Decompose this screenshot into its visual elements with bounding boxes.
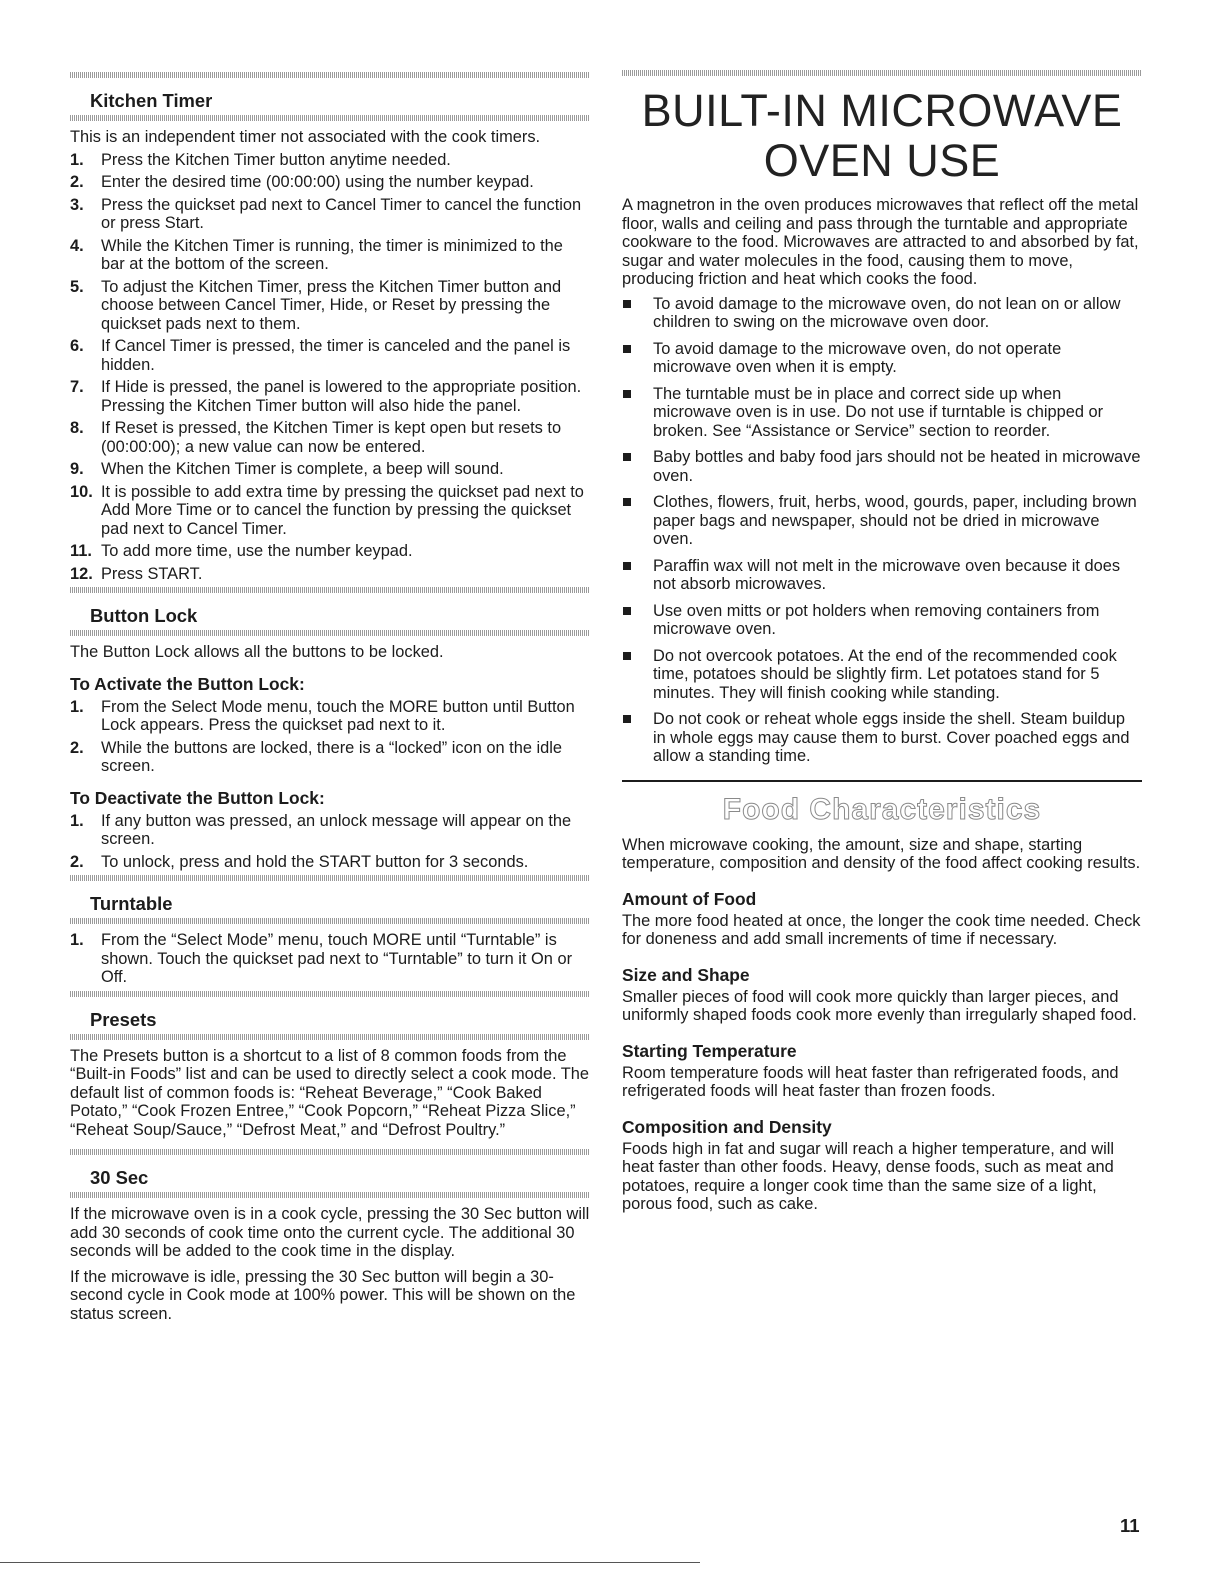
step-text: It is possible to add extra time by pressing the quickset pad next to Add More Time or to cancel the function by pressing the quickset pad next to Cancel Timer. bbox=[101, 482, 584, 538]
bullet-text: Clothes, flowers, fruit, herbs, wood, gourds, paper, including brown paper bags and newspaper, should not be dried in microwave oven. bbox=[653, 493, 1137, 548]
step-item bbox=[70, 483, 590, 539]
step-text: While the Kitchen Timer is running, the timer is minimized to the bar at the bottom of the screen. bbox=[101, 236, 563, 273]
step-text: To add more time, use the number keypad. bbox=[101, 542, 413, 560]
step-number: 2. bbox=[70, 852, 84, 871]
step-number: 11. bbox=[70, 542, 92, 560]
step-item bbox=[70, 173, 590, 192]
square-bullet-icon bbox=[623, 562, 631, 570]
step-number: 2. bbox=[70, 173, 84, 191]
step-text: To adjust the Kitchen Timer, press the Kitchen Timer button and choose between Cancel Timer, Hide, or Reset by pressing the quickset pads next to them. bbox=[101, 277, 562, 333]
square-bullet-icon bbox=[623, 607, 631, 615]
step-text: Press the quickset pad next to Cancel Timer to cancel the function or press Start. bbox=[101, 195, 582, 232]
square-bullet-icon bbox=[623, 345, 631, 353]
step-number: 6. bbox=[70, 337, 84, 355]
thirty-sec-header bbox=[70, 1149, 590, 1198]
bullet-item bbox=[622, 295, 1142, 332]
step-item bbox=[70, 237, 590, 274]
step-item bbox=[70, 278, 590, 334]
step-number: 12. bbox=[70, 564, 93, 583]
thirty-sec-heading: 30 Sec bbox=[90, 1167, 149, 1188]
step-number: 1. bbox=[70, 697, 84, 716]
page-number: 11 bbox=[1120, 1515, 1140, 1536]
square-bullet-icon bbox=[623, 715, 631, 723]
step-item bbox=[70, 931, 590, 987]
step-item bbox=[70, 739, 590, 776]
food-characteristics-intro: When microwave cooking, the amount, size and shape, starting temperature, composition and density of the food affect cooking results. bbox=[622, 835, 1141, 872]
section-divider bbox=[70, 587, 590, 593]
step-item bbox=[70, 419, 590, 456]
horizontal-rule bbox=[622, 780, 1142, 782]
step-text: Press START. bbox=[101, 564, 203, 583]
bullet-text: Do not cook or reheat whole eggs inside the shell. Steam buildup in whole eggs may cause them to burst. Cover poached eggs and allow a standing time. bbox=[653, 710, 1130, 765]
step-text: Press the Kitchen Timer button anytime needed. bbox=[101, 150, 451, 169]
safety-bullets bbox=[622, 295, 1142, 766]
microwave-intro: A magnetron in the oven produces microwaves that reflect off the metal floor, walls and ceiling and pass through the turntable and appropriate cookware to the food. Microwaves are attracted to and absorbed by fat, sugar and water molecules in the food, causing them to move, producing friction and heat which cooks the food. bbox=[622, 196, 1139, 288]
thirty-sec-paragraph-1: If the microwave oven is in a cook cycle, pressing the 30 Sec button will add 30 seconds of cook time onto the current cycle. The additional 30 seconds will be added to the cook time in the display. bbox=[70, 1205, 590, 1260]
bullet-item bbox=[622, 448, 1142, 485]
bullet-item bbox=[622, 710, 1142, 766]
kitchen-timer-steps bbox=[70, 151, 590, 584]
size-and-shape-text: Smaller pieces of food will cook more quickly than larger pieces, and uniformly shaped foods cook more evenly than irregularly shaped food. bbox=[622, 987, 1137, 1024]
button-lock-header bbox=[70, 587, 590, 636]
square-bullet-icon bbox=[623, 453, 631, 461]
step-number: 7. bbox=[70, 378, 84, 396]
section-divider bbox=[70, 1034, 590, 1040]
step-text: From the “Select Mode” menu, touch MORE until “Turntable” is shown. Touch the quickset pad next to “Turntable” to turn it On or Off. bbox=[101, 931, 573, 986]
step-item bbox=[70, 196, 590, 233]
kitchen-timer-heading: Kitchen Timer bbox=[90, 90, 213, 111]
bullet-item bbox=[622, 557, 1142, 594]
section-divider bbox=[622, 70, 1142, 76]
step-item bbox=[70, 337, 590, 374]
section-divider bbox=[70, 875, 590, 881]
step-number: 2. bbox=[70, 738, 84, 757]
step-text: When the Kitchen Timer is complete, a beep will sound. bbox=[101, 460, 504, 478]
starting-temperature-heading: Starting Temperature bbox=[622, 1040, 797, 1061]
kitchen-timer-header bbox=[70, 72, 590, 121]
turntable-steps bbox=[70, 931, 590, 987]
step-number: 5. bbox=[70, 277, 84, 296]
presets-text: The Presets button is a shortcut to a list of 8 common foods from the “Built-in Foods” list and can be used to directly select a cook mode. The default list of common foods is: “Reheat Beverage,” “Cook Baked Potato,” “Cook Frozen Entree,” “Cook Popcorn,” “Reheat Pizza Slice,” “Reheat Soup/Sauce,” “Defrost Meat,” and “Defrost Poultry.” bbox=[70, 1046, 589, 1139]
bullet-text: Paraffin wax will not melt in the microwave oven because it does not absorb microwaves. bbox=[653, 556, 1121, 593]
step-number: 8. bbox=[70, 419, 84, 437]
bullet-text: To avoid damage to the microwave oven, do not lean on or allow children to swing on the microwave oven door. bbox=[653, 294, 1121, 331]
step-item bbox=[70, 853, 590, 872]
turntable-heading: Turntable bbox=[90, 893, 173, 914]
step-number: 1. bbox=[70, 150, 84, 169]
square-bullet-icon bbox=[623, 498, 631, 506]
section-divider bbox=[70, 1192, 590, 1198]
step-number: 9. bbox=[70, 460, 84, 478]
step-item bbox=[70, 698, 590, 735]
step-text: While the buttons are locked, there is a “locked” icon on the idle screen. bbox=[101, 738, 563, 775]
left-column bbox=[70, 70, 590, 1323]
deactivate-steps bbox=[70, 812, 590, 872]
step-number: 3. bbox=[70, 195, 84, 214]
bullet-item bbox=[622, 340, 1142, 377]
footer-rule bbox=[0, 1562, 700, 1563]
composition-and-density-heading: Composition and Density bbox=[622, 1116, 832, 1137]
step-text: If Hide is pressed, the panel is lowered to the appropriate position. Pressing the Kitchen Timer button will also hide the panel. bbox=[101, 378, 582, 415]
step-item bbox=[70, 151, 590, 170]
step-number: 4. bbox=[70, 236, 84, 255]
food-characteristics-title: Food Characteristics bbox=[722, 792, 1042, 826]
button-lock-intro: The Button Lock allows all the buttons to be locked. bbox=[70, 643, 444, 661]
right-column bbox=[622, 70, 1142, 1214]
step-item bbox=[70, 460, 590, 479]
bullet-text: Use oven mitts or pot holders when removing containers from microwave oven. bbox=[653, 601, 1100, 638]
section-divider bbox=[70, 630, 590, 636]
section-divider bbox=[70, 115, 590, 121]
step-number: 1. bbox=[70, 811, 84, 830]
activate-button-lock-heading: To Activate the Button Lock: bbox=[70, 673, 305, 694]
presets-header bbox=[70, 991, 590, 1040]
size-and-shape-heading: Size and Shape bbox=[622, 964, 750, 985]
step-text: From the Select Mode menu, touch the MORE button until Button Lock appears. Press the quickset pad next to it. bbox=[101, 697, 575, 734]
section-divider bbox=[70, 918, 590, 924]
step-number: 1. bbox=[70, 931, 84, 949]
thirty-sec-paragraph-2: If the microwave is idle, pressing the 30 Sec button will begin a 30-second cycle in Cook mode at 100% power. This will be shown on the status screen. bbox=[70, 1267, 576, 1323]
page-title: BUILT-IN MICROWAVE OVEN USE bbox=[641, 85, 1123, 186]
square-bullet-icon bbox=[623, 390, 631, 398]
section-divider bbox=[70, 72, 590, 78]
step-item bbox=[70, 812, 590, 849]
step-text: If Cancel Timer is pressed, the timer is canceled and the panel is hidden. bbox=[101, 337, 571, 374]
step-item bbox=[70, 565, 590, 584]
turntable-header bbox=[70, 875, 590, 924]
step-text: Enter the desired time (00:00:00) using the number keypad. bbox=[101, 173, 534, 191]
amount-of-food-text: The more food heated at once, the longer the cook time needed. Check for doneness and add small increments of time if necessary. bbox=[622, 911, 1141, 948]
bullet-text: The turntable must be in place and correct side up when microwave oven is in use. Do not use if turntable is chipped or broken. See “Assistance or Service” section to reorder. bbox=[653, 384, 1104, 440]
step-text: If any button was pressed, an unlock message will appear on the screen. bbox=[101, 811, 572, 848]
bullet-item bbox=[622, 602, 1142, 639]
bullet-item bbox=[622, 385, 1142, 441]
bullet-text: Do not overcook potatoes. At the end of the recommended cook time, potatoes should be slightly firm. Let potatoes stand for 5 minutes. They will finish cooking while standing. bbox=[653, 646, 1117, 702]
step-text: If Reset is pressed, the Kitchen Timer is kept open but resets to (00:00:00); a new value can now be entered. bbox=[101, 419, 562, 456]
kitchen-timer-intro: This is an independent timer not associated with the cook timers. bbox=[70, 128, 541, 146]
starting-temperature-text: Room temperature foods will heat faster than refrigerated foods, and refrigerated foods will heat faster than frozen foods. bbox=[622, 1063, 1119, 1100]
square-bullet-icon bbox=[623, 652, 631, 660]
bullet-item bbox=[622, 647, 1142, 703]
step-text: To unlock, press and hold the START button for 3 seconds. bbox=[101, 852, 529, 871]
section-divider bbox=[70, 1149, 590, 1155]
presets-heading: Presets bbox=[90, 1008, 157, 1030]
deactivate-button-lock-heading: To Deactivate the Button Lock: bbox=[70, 787, 325, 808]
composition-and-density-text: Foods high in fat and sugar will reach a higher temperature, and will heat faster than other foods. Heavy, dense foods, such as meat and potatoes, require a longer cook time than the same size of a light, porous food, such as cake. bbox=[622, 1139, 1114, 1213]
bullet-text: Baby bottles and baby food jars should not be heated in microwave oven. bbox=[653, 448, 1141, 485]
bullet-item bbox=[622, 493, 1142, 549]
square-bullet-icon bbox=[623, 300, 631, 308]
button-lock-heading: Button Lock bbox=[90, 605, 198, 626]
step-item bbox=[70, 378, 590, 415]
step-item bbox=[70, 542, 590, 561]
bullet-text: To avoid damage to the microwave oven, do not operate microwave oven when it is empty. bbox=[653, 339, 1062, 376]
amount-of-food-heading: Amount of Food bbox=[622, 888, 757, 909]
section-divider bbox=[70, 991, 590, 997]
activate-steps bbox=[70, 698, 590, 776]
step-number: 10. bbox=[70, 482, 93, 501]
